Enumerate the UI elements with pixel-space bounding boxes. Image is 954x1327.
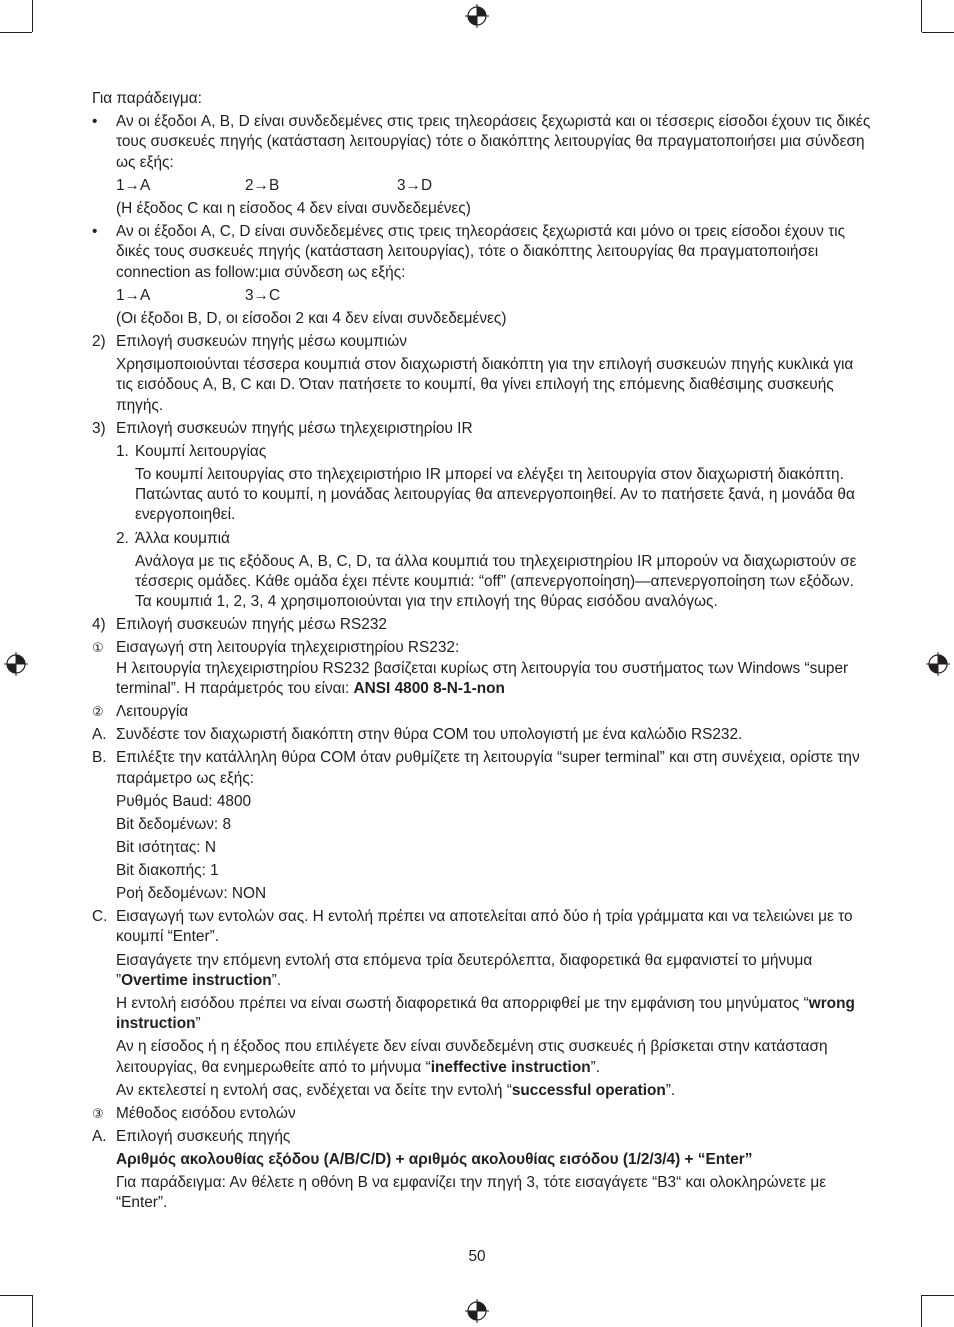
sequence-value: 3→C	[245, 286, 281, 304]
paragraph	[92, 994, 872, 1035]
list-marker: 4)	[92, 616, 106, 634]
list-item	[92, 748, 872, 789]
crop-mark-top-right-h	[922, 32, 954, 33]
list-item-text: Αν οι έξοδοι A, B, D είναι συνδεδεμένες στις τρεις τηλεοράσεις ξεχωριστά και οι τέσσερις είσοδοι έχουν τις δικές τους συσκευές πηγής (κατάσταση λειτουργίας) τότε ο διακόπτης λειτουργίας θα πραγματοποιήσει μια σύνδεση ως εξής:	[116, 113, 871, 171]
paragraph: Χρησιμοποιούνται τέσσερα κουμπιά στον διαχωριστή διακόπτη για την επιλογή συσκευών πηγής κυκλικά για τις εισόδους A, B, C και D. Όταν πατήσετε το κουμπί, θα γίνει επιλογή της επόμενης διαθέσιμης συσκευής πηγής.	[116, 355, 854, 414]
sub-item	[92, 442, 872, 462]
paragraph	[92, 1037, 872, 1078]
text-run: Αν η είσοδος ή η έξοδος που επιλέγετε δεν είναι συνδεδεμένη στις συσκευές ή βρίσκεται στην κατάσταση λειτουργίας, θα ενημερωθείτε από το μήνυμα “	[116, 1038, 828, 1076]
paragraph: Bit δεδομένων: 8	[116, 815, 232, 833]
crop-mark-bottom-left-h	[0, 1295, 32, 1296]
sequence-value: 2→B	[245, 176, 280, 194]
crop-mark-bottom-right-v	[921, 1295, 922, 1327]
list-item	[92, 222, 872, 283]
registration-mark-icon	[4, 652, 28, 676]
sub-item-body: Το κουμπί λειτουργίας στο τηλεχειριστήριο IR μπορεί να ελέγξει τη λειτουργία στον διαχωριστή διακόπτη. Πατώντας αυτό το κουμπί, η μονάδας λειτουργίας θα απενεργοποιηθεί. Αν το πατήσετε ξανά, η μονάδα θα ενεργοποιηθεί.	[135, 465, 855, 524]
paragraph: Bit διακοπής: 1	[116, 861, 219, 879]
list-marker: 2)	[92, 332, 106, 350]
bold-text: Overtime instruction	[121, 971, 272, 989]
sequence-value: 1→A	[116, 176, 151, 194]
bold-text: Αριθμός ακολουθίας εξόδου (A/B/C/D) + αριθμός ακολουθίας εισόδου (1/2/3/4) + “Enter”	[116, 1150, 753, 1168]
list-marker: 3)	[92, 419, 106, 437]
text-run: Η εντολή εισόδου πρέπει να είναι σωστή διαφορετικά θα απορριφθεί με την εμφάνιση του μηνύματος “	[116, 994, 809, 1012]
list-item-text: Επιλογή συσκευών πηγής μέσω RS232	[116, 616, 387, 634]
list-item-text: Μέθοδος εισόδου εντολών	[116, 1104, 296, 1122]
paragraph	[92, 1081, 872, 1101]
text-run: Αν εκτελεστεί η εντολή σας, ενδέχεται να δείτε την εντολή “	[116, 1081, 512, 1099]
paragraph: Bit ισότητας: N	[116, 838, 216, 856]
paragraph: Ροή δεδομένων: NON	[116, 885, 267, 903]
registration-mark-icon	[926, 652, 950, 676]
sequence-row	[92, 286, 872, 306]
list-marker: •	[92, 222, 98, 240]
crop-mark-top-left-h	[0, 32, 32, 33]
list-item	[92, 1104, 872, 1124]
bold-text: ANSI 4800 8-N-1-non	[353, 679, 505, 697]
bold-text: successful operation	[511, 1081, 666, 1099]
list-item	[92, 615, 872, 635]
paragraph: (Η έξοδος C και η είσοδος 4 δεν είναι συνδεδεμένες)	[116, 199, 471, 217]
list-item-text: Εισαγωγή στη λειτουργία τηλεχειριστηρίου RS232:	[116, 639, 460, 657]
list-marker: 2.	[116, 529, 129, 547]
list-item	[92, 907, 872, 948]
sequence-value: 3→D	[397, 176, 433, 194]
text-run: Εισαγάγετε την επόμενη εντολή στα επόμενα τρία δευτερόλεπτα, διαφορετικά θα εμφανιστεί το μήνυμα ”	[116, 951, 813, 989]
sequence-row	[92, 176, 872, 196]
list-marker: 1.	[116, 442, 129, 460]
registration-mark-icon	[465, 4, 489, 28]
crop-mark-top-left-v	[32, 0, 33, 32]
list-item-text: Εισαγωγή των εντολών σας. Η εντολή πρέπει να αποτελείται από δύο ή τρία γράμματα και να τελειώνει με το κουμπί “Enter”.	[116, 908, 853, 946]
list-item-text: Η λειτουργία τηλεχειριστηρίου RS232 βασίζεται κυρίως στη λειτουργία του συστήματος των Windows “super terminal”. Η παράμετρός του είναι:	[116, 659, 849, 697]
paragraph: (Οι έξοδοι B, D, οι είσοδοι 2 και 4 δεν είναι συνδεδεμένες)	[116, 309, 507, 327]
text-run: ”.	[665, 1081, 676, 1099]
list-marker: ①	[92, 640, 104, 656]
list-item	[92, 702, 872, 722]
text-run: ”.	[590, 1058, 601, 1076]
paragraph	[92, 951, 872, 992]
list-item-text: Λειτουργία	[116, 703, 189, 721]
list-item-text: Αν οι έξοδοι A, C, D είναι συνδεδεμένες στις τρεις τηλεοράσεις ξεχωριστά και μόνο οι τρεις είσοδοι έχουν τις δικές τους συσκευές πηγής (κατάσταση λειτουργίας), τότε ο διακόπτης λειτουργίας θα πραγματοποιήσει connection as follow:μια σύνδεση ως εξής:	[116, 222, 846, 281]
paragraph: Για παράδειγμα:	[92, 90, 202, 107]
list-marker: ②	[92, 704, 104, 720]
list-item	[92, 638, 872, 699]
paragraph: Ρυθμός Baud: 4800	[116, 792, 252, 810]
list-marker: B.	[92, 749, 107, 767]
crop-mark-top-right-v	[921, 0, 922, 32]
list-item-text: Επιλογή συσκευών πηγής μέσω κουμπιών	[116, 332, 407, 350]
page-body	[92, 89, 872, 1216]
list-item-text: Επιλογή συσκευών πηγής μέσω τηλεχειριστηρίου IR	[116, 419, 473, 437]
crop-mark-bottom-right-h	[922, 1295, 954, 1296]
paragraph: Για παράδειγμα: Αν θέλετε η οθόνη B να εμφανίζει την πηγή 3, τότε εισαγάγετε “B3“ και ολοκληρώνετε με “Enter”.	[116, 1174, 827, 1212]
list-item	[92, 1127, 872, 1147]
paragraph	[92, 1150, 872, 1170]
page-number: 50	[468, 1248, 486, 1265]
list-marker: C.	[92, 908, 108, 926]
sub-item-body: Ανάλογα με τις εξόδους A, B, C, D, τα άλλα κουμπιά του τηλεχειριστηρίου IR μπορούν να διαχωριστούν σε τέσσερις ομάδες. Κάθε ομάδα έχει πέντε κουμπιά: “off” (απενεργοποίηση)—απενεργοποίηση των εξόδων. Τα κουμπιά 1, 2, 3, 4 χρησιμοποιούνται για την επιλογή της θύρας εισόδου αναλόγως.	[135, 552, 857, 611]
list-marker: A.	[92, 1127, 107, 1145]
list-item	[92, 112, 872, 173]
list-item-text: Επιλογή συσκευής πηγής	[116, 1127, 291, 1145]
list-item-text: Συνδέστε τον διαχωριστή διακόπτη στην θύρα COM του υπολογιστή με ένα καλώδιο RS232.	[116, 726, 743, 744]
list-marker: •	[92, 113, 98, 131]
list-item	[92, 419, 872, 439]
text-run: ”	[195, 1015, 201, 1033]
sequence-value: 1→A	[116, 286, 151, 304]
registration-mark-icon	[465, 1299, 489, 1323]
text-run: ”.	[271, 971, 282, 989]
sub-item-text: Άλλα κουμπιά	[135, 529, 230, 547]
list-marker: ③	[92, 1105, 104, 1121]
sub-item-text: Κουμπί λειτουργίας	[135, 442, 267, 460]
list-marker: A.	[92, 726, 107, 744]
bold-text: wrong instruction	[116, 994, 855, 1033]
crop-mark-bottom-left-v	[32, 1295, 33, 1327]
list-item-text: Επιλέξτε την κατάλληλη θύρα COM όταν ρυθμίζετε τη λειτουργία “super terminal” και στη συνέχεια, ορίστε την παράμετρο ως εξής:	[116, 749, 860, 787]
list-item	[92, 332, 872, 352]
list-item	[92, 725, 872, 745]
bold-text: ineffective instruction	[430, 1058, 591, 1076]
sub-item	[92, 529, 872, 549]
